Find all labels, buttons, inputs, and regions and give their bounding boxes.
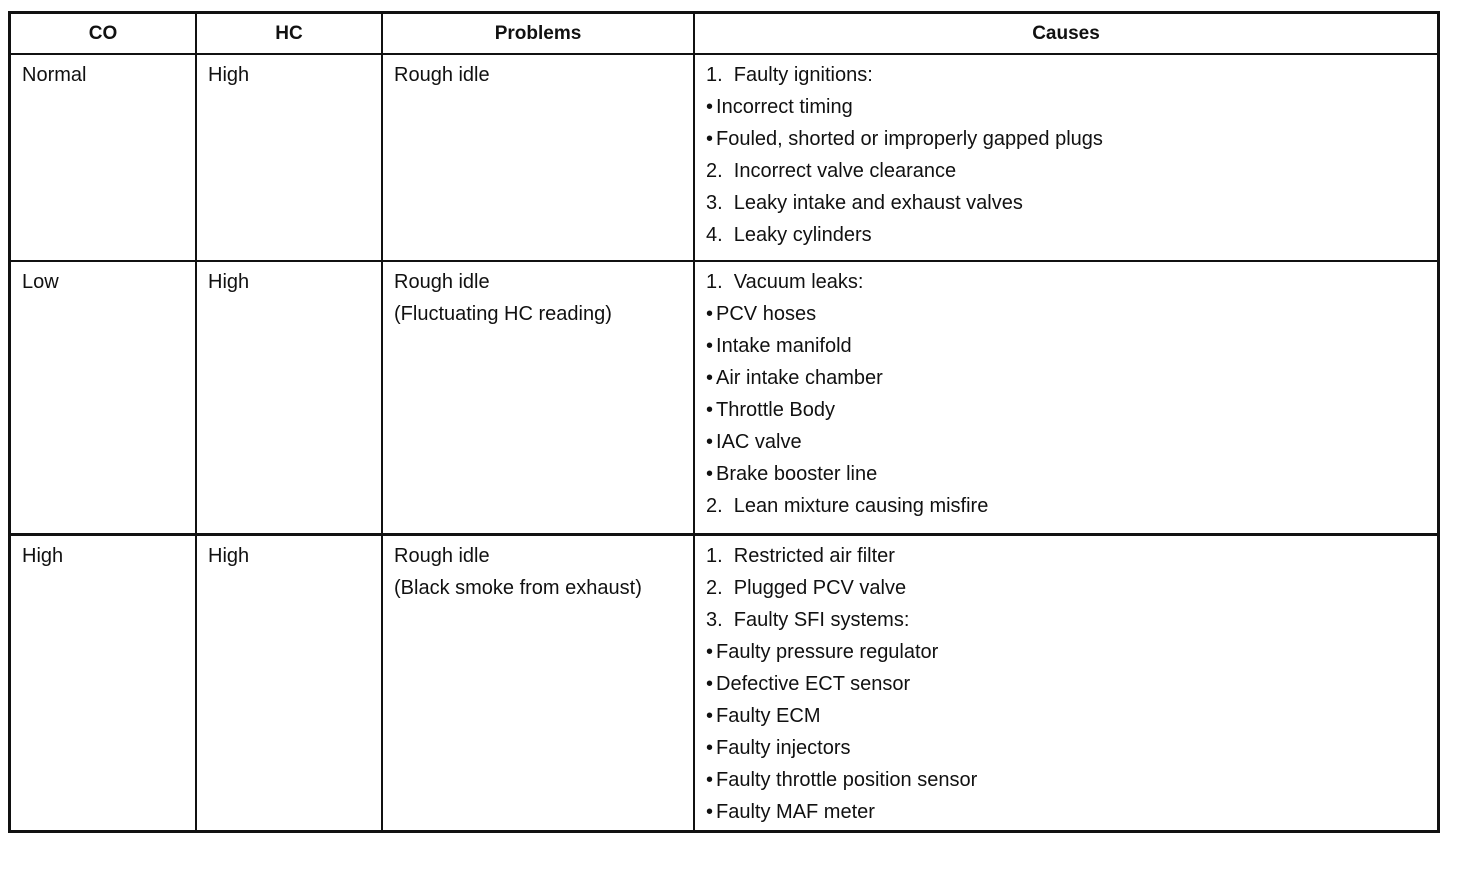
cause-bullet: • Defective ECT sensor xyxy=(706,668,1427,700)
diagnosis-table xyxy=(8,11,1440,833)
problem-line: (Fluctuating HC reading) xyxy=(394,303,612,325)
header-hc: HC xyxy=(197,14,383,55)
cause-bullet: • Faulty MAF meter xyxy=(706,796,1427,828)
cause-bullet: • IAC valve xyxy=(706,426,1427,458)
cause-item: 1. Restricted air filter xyxy=(706,545,895,567)
cause-item: 2. Plugged PCV valve xyxy=(706,577,907,599)
row-2-co: Low xyxy=(11,262,197,536)
cause-bullet: • Brake booster line xyxy=(706,458,1427,490)
cause-bullet: • Air intake chamber xyxy=(706,362,1427,394)
header-co: CO xyxy=(11,14,197,55)
cause-bullet: • Throttle Body xyxy=(706,394,1427,426)
cause-item: 1. Vacuum leaks: xyxy=(706,271,864,293)
cause-item: 3. Leaky intake and exhaust valves xyxy=(706,192,1023,214)
cause-item: 2. Lean mixture causing misfire xyxy=(706,495,989,517)
cause-item: 4. Leaky cylinders xyxy=(706,224,872,246)
cause-item: 1. Faulty ignitions: xyxy=(706,64,873,86)
cause-bullet: • Faulty injectors xyxy=(706,732,1427,764)
row-1-co: Normal xyxy=(11,55,197,262)
cause-bullet: • Fouled, shorted or improperly gapped plugs xyxy=(706,123,1427,155)
problem-line: Rough idle xyxy=(394,271,490,293)
row-1-causes xyxy=(695,55,1437,262)
cause-bullet: • Faulty throttle position sensor xyxy=(706,764,1427,796)
cause-bullet: • Incorrect timing xyxy=(706,91,1427,123)
row-3-causes xyxy=(695,536,1437,830)
row-1-hc: High xyxy=(197,55,383,262)
row-3-co: High xyxy=(11,536,197,830)
cause-bullet: • Faulty ECM xyxy=(706,700,1427,732)
cause-item: 3. Faulty SFI systems: xyxy=(706,609,910,631)
cause-bullet: • PCV hoses xyxy=(706,298,1427,330)
row-1-problems xyxy=(383,55,695,262)
cause-bullet: • Intake manifold xyxy=(706,330,1427,362)
row-2-causes xyxy=(695,262,1437,536)
row-2-problems xyxy=(383,262,695,536)
problem-line: Rough idle xyxy=(394,64,490,86)
header-causes: Causes xyxy=(695,14,1437,55)
row-3-hc: High xyxy=(197,536,383,830)
header-problems: Problems xyxy=(383,14,695,55)
row-3-problems xyxy=(383,536,695,830)
problem-line: Rough idle xyxy=(394,545,490,567)
cause-item: 2. Incorrect valve clearance xyxy=(706,160,957,182)
problem-line: (Black smoke from exhaust) xyxy=(394,577,642,599)
cause-bullet: • Faulty pressure regulator xyxy=(706,636,1427,668)
row-2-hc: High xyxy=(197,262,383,536)
